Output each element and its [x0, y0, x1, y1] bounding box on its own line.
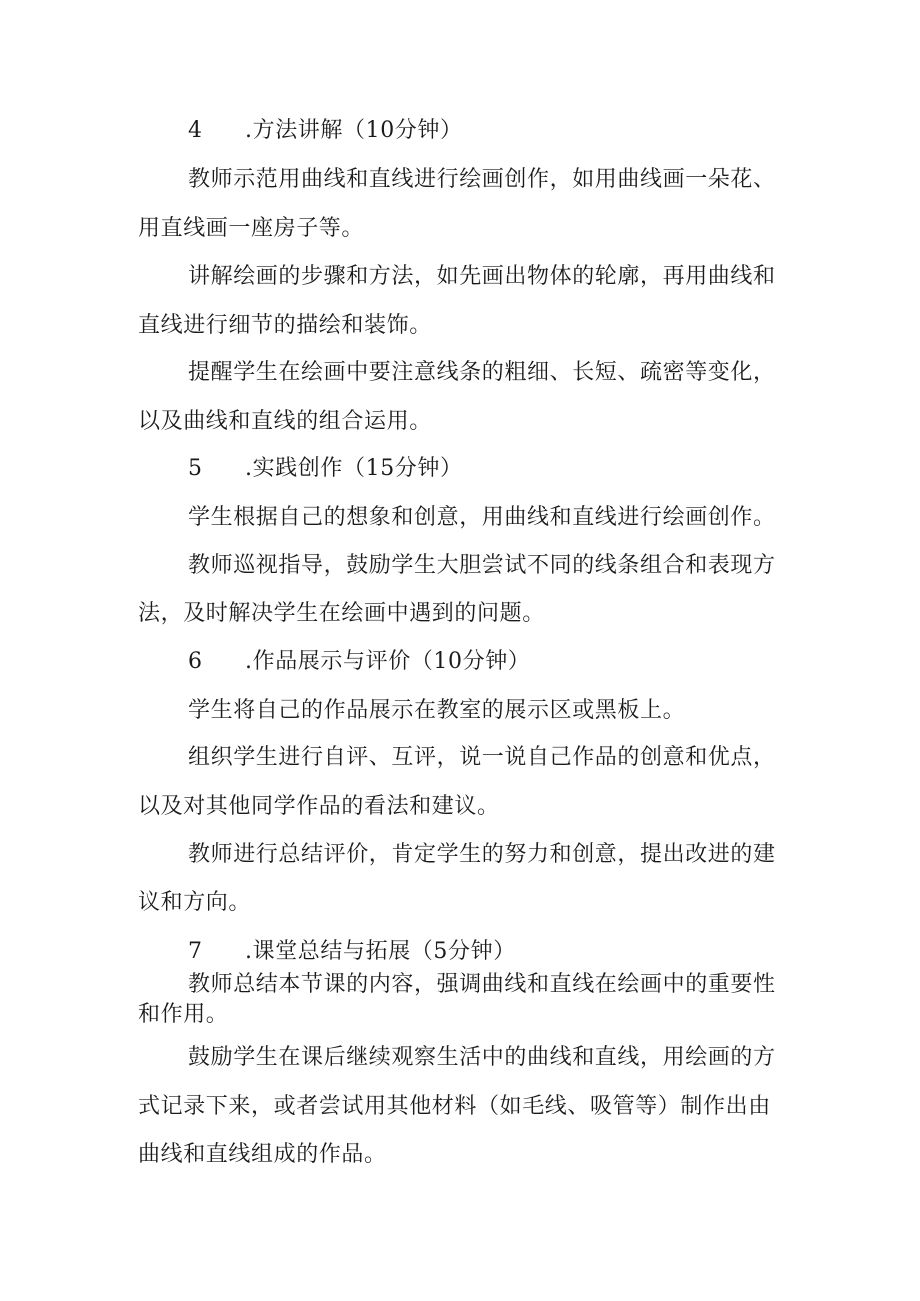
paragraph-line: 直线进行细节的描绘和装饰。	[138, 313, 432, 338]
paragraph-line: 以及对其他同学作品的看法和建议。	[138, 794, 500, 819]
paragraph-line: 和作用。	[138, 1002, 229, 1027]
paragraph-line: 组织学生进行自评、互评，说一说自己作品的创意和优点，	[188, 745, 776, 770]
section-number: 7	[188, 939, 203, 964]
paragraph-line: 以及曲线和直线的组合运用。	[138, 409, 432, 434]
paragraph-line: 教师巡视指导，鼓励学生大胆尝试不同的线条组合和表现方	[188, 553, 776, 578]
section-number: 5	[188, 456, 203, 481]
paragraph-line: 教师总结本节课的内容，强调曲线和直线在绘画中的重要性	[188, 972, 776, 997]
section-title: .课堂总结与拓展（5分钟）	[245, 939, 516, 964]
paragraph-line: 教师进行总结评价，肯定学生的努力和创意，提出改进的建	[188, 842, 776, 867]
paragraph-line: 提醒学生在绘画中要注意线条的粗细、长短、疏密等变化，	[188, 360, 776, 385]
paragraph-line: 鼓励学生在课后继续观察生活中的曲线和直线，用绘画的方	[188, 1045, 776, 1070]
paragraph-line: 学生根据自己的想象和创意，用曲线和直线进行绘画创作。	[188, 505, 776, 530]
paragraph-line: 法，及时解决学生在绘画中遇到的问题。	[138, 601, 545, 626]
paragraph-line: 讲解绘画的步骤和方法，如先画出物体的轮廓，再用曲线和	[188, 264, 776, 289]
section-number: 6	[188, 649, 203, 674]
section-number: 4	[188, 118, 203, 143]
paragraph-line: 教师示范用曲线和直线进行绘画创作，如用曲线画一朵花、	[188, 167, 776, 192]
paragraph-line: 曲线和直线组成的作品。	[138, 1142, 387, 1167]
section-title: .实践创作（15分钟）	[245, 456, 463, 481]
section-title: .方法讲解（10分钟）	[245, 118, 463, 143]
paragraph-line: 议和方向。	[138, 890, 252, 915]
paragraph-line: 学生将自己的作品展示在教室的展示区或黑板上。	[188, 698, 686, 723]
paragraph-line: 式记录下来，或者尝试用其他材料（如毛线、吸管等）制作出由	[138, 1094, 771, 1119]
section-title: .作品展示与评价（10分钟）	[245, 649, 531, 674]
paragraph-line: 用直线画一座房子等。	[138, 216, 365, 241]
